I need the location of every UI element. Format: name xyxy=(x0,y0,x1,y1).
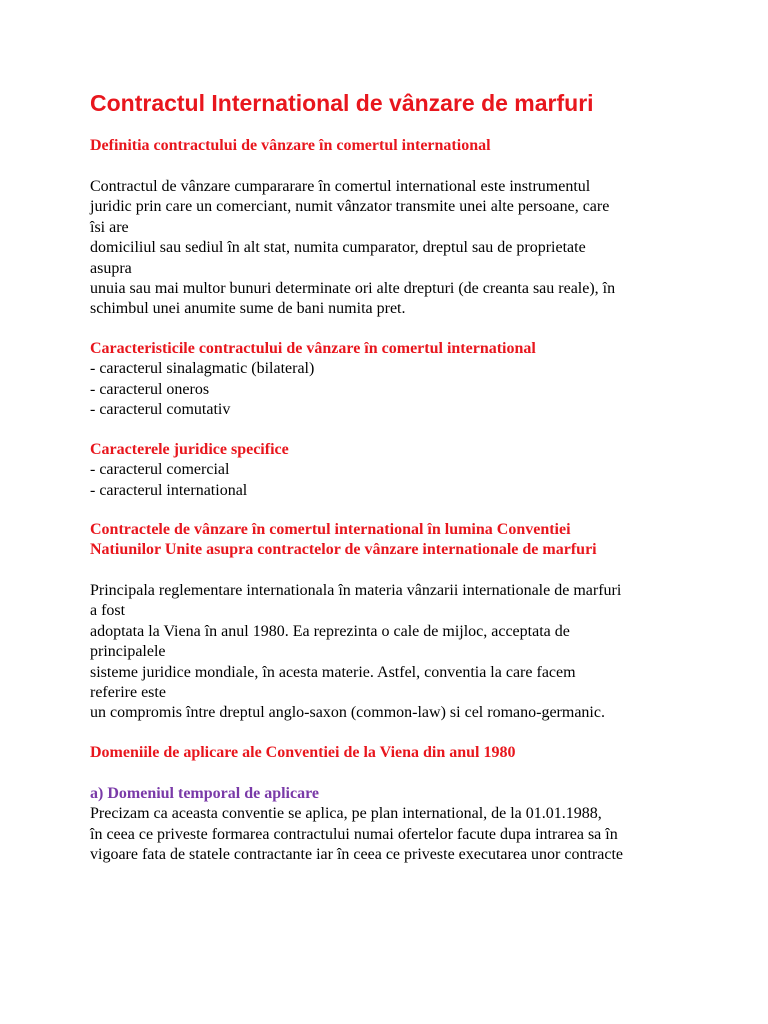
paragraph-line: referire este xyxy=(90,683,166,701)
paragraph-line: sisteme juridice mondiale, în acesta materie. Astfel, conventia la care facem xyxy=(90,663,576,681)
section-heading-line: Contractele de vânzare în comertul international în lumina Conventiei xyxy=(90,521,571,538)
list-item: - caracterul oneros xyxy=(90,380,210,398)
section-vienna-convention-heading xyxy=(90,520,690,561)
paragraph-line: Contractul de vânzare cumpararare în comertul international este instrumentul xyxy=(90,178,591,195)
section-definition-heading-block xyxy=(90,136,690,156)
section-heading-definition: Definitia contractului de vânzare în comertul international xyxy=(90,137,491,154)
list-item: - caracterul comutativ xyxy=(90,401,231,419)
paragraph-line: domiciliul sau sediul în alt stat, numita cumparator, dreptul sau de proprietate xyxy=(90,239,586,257)
paragraph-line: juridic prin care un comerciant, numit vânzator transmite unei alte persoane, care xyxy=(90,198,610,216)
section-heading-legal-characters: Caracterele juridice specifice xyxy=(90,441,289,458)
paragraph-line: schimbul unei anumite sume de bani numita pret. xyxy=(90,300,406,318)
paragraph-line: asupra xyxy=(90,259,132,277)
section-legal-characters xyxy=(90,440,690,501)
paragraph-line: a fost xyxy=(90,602,126,620)
section-definition-paragraph xyxy=(90,177,690,320)
paragraph-line: îsi are xyxy=(90,218,129,236)
section-heading-line: Natiunilor Unite asupra contractelor de vânzare internationale de marfuri xyxy=(90,541,597,559)
section-characteristics xyxy=(90,339,690,421)
paragraph-line: în ceea ce priveste formarea contractului numai ofertelor facute dupa intrarea sa în xyxy=(90,825,618,843)
paragraph-line: adoptata la Viena în anul 1980. Ea reprezinta o cale de mijloc, acceptata de xyxy=(90,622,570,640)
document-title: Contractul International de vânzare de marfuri xyxy=(90,90,594,116)
section-vienna-convention-paragraph xyxy=(90,581,690,724)
paragraph-line: vigoare fata de statele contractante iar în ceea ce priveste executarea unor contracte xyxy=(90,846,624,864)
section-scope-heading-block xyxy=(90,743,690,763)
section-heading-scope: Domeniile de aplicare ale Conventiei de la Viena din anul 1980 xyxy=(90,744,516,761)
paragraph-line: principalele xyxy=(90,643,166,661)
paragraph-line: Precizam ca aceasta conventie se aplica, pe plan international, de la 01.01.1988, xyxy=(90,805,602,823)
section-heading-characteristics: Caracteristicile contractului de vânzare în comertul international xyxy=(90,340,536,357)
list-item: - caracterul international xyxy=(90,481,248,499)
list-item: - caracterul sinalagmatic (bilateral) xyxy=(90,360,315,378)
list-item: - caracterul comercial xyxy=(90,461,230,479)
paragraph-line: Principala reglementare internationala în materia vânzarii internationale de marfuri xyxy=(90,582,622,599)
section-temporal-scope xyxy=(90,784,690,866)
subsection-heading-temporal: a) Domeniul temporal de aplicare xyxy=(90,785,320,802)
paragraph-line: unuia sau mai multor bunuri determinate ori alte drepturi (de creanta sau reale), în xyxy=(90,279,616,297)
paragraph-line: un compromis între dreptul anglo-saxon (common-law) si cel romano-germanic. xyxy=(90,704,605,722)
